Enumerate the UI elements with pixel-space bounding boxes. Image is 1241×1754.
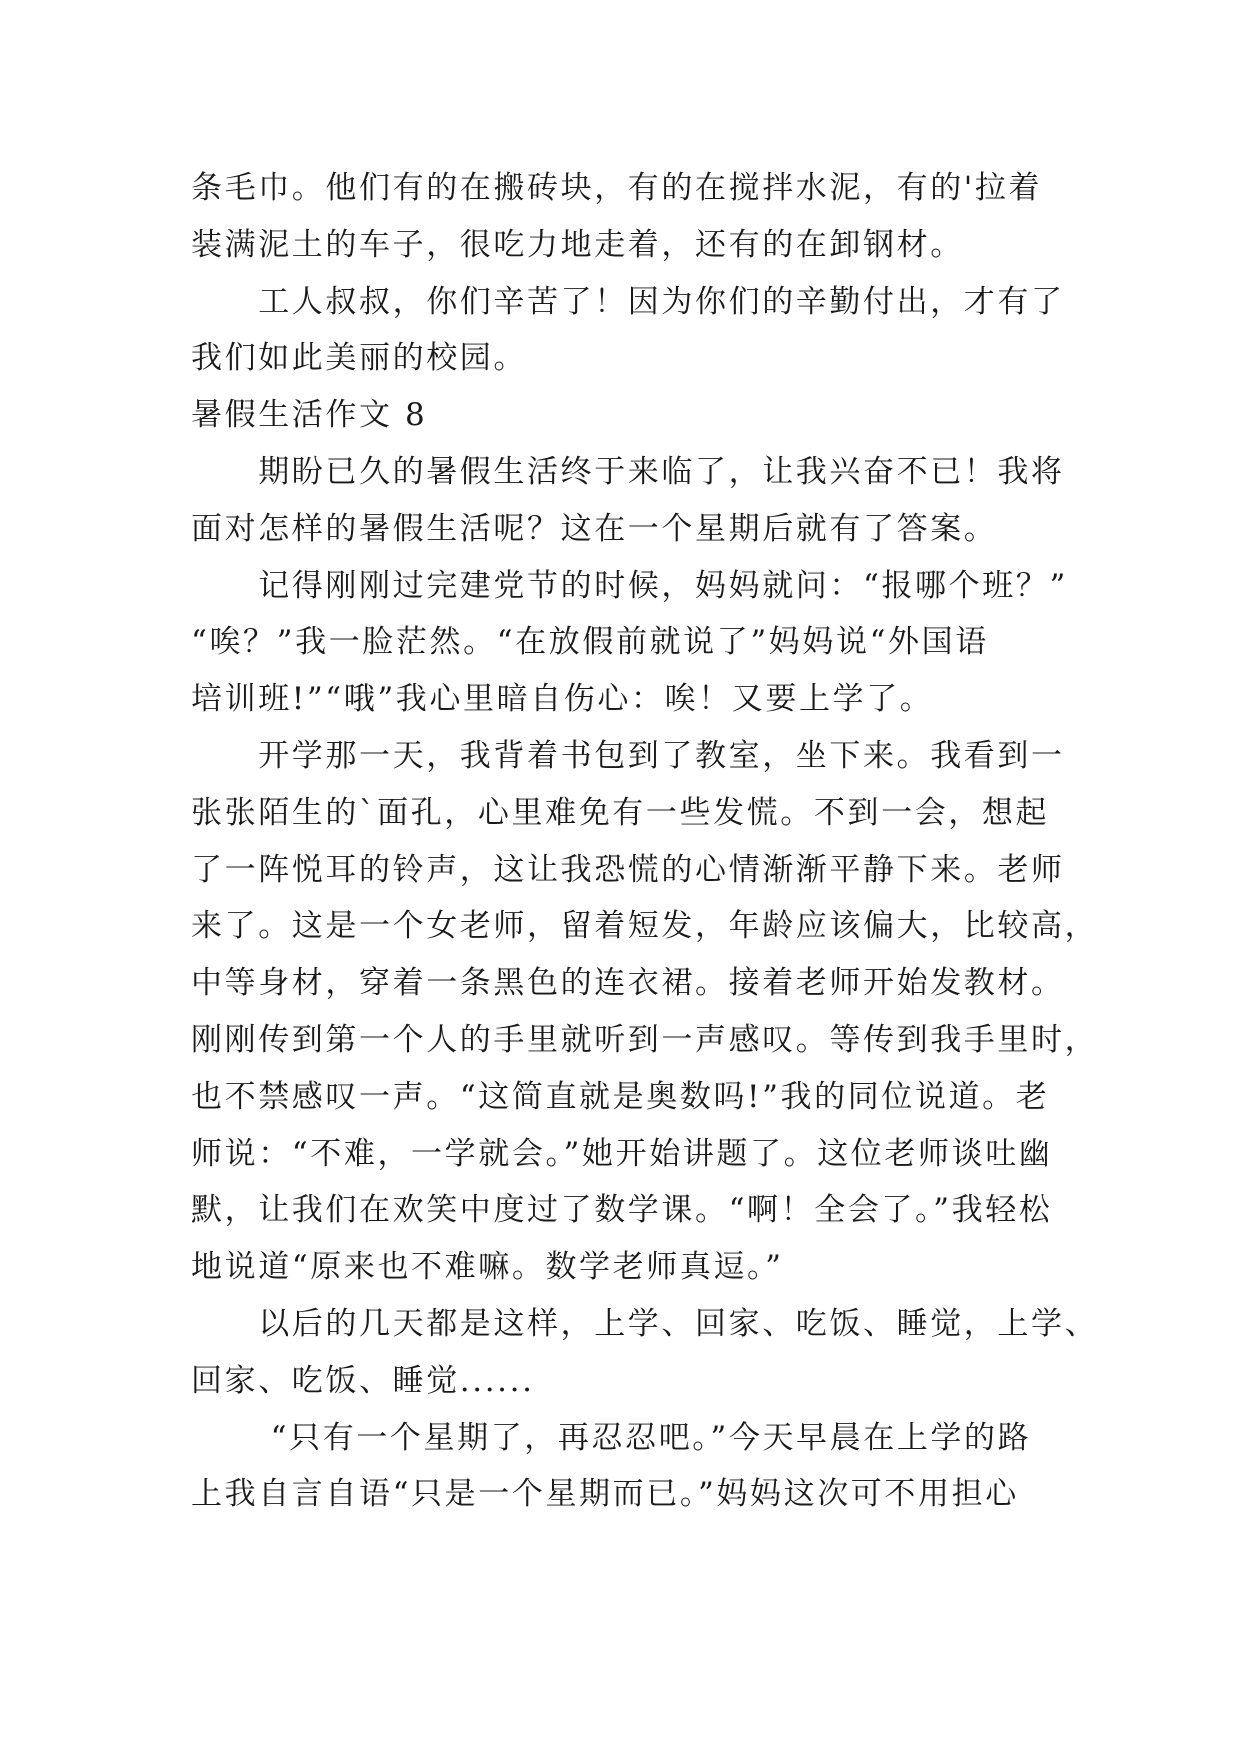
text-line: 工人叔叔，你们辛苦了！因为你们的辛勤付出，才有了 bbox=[191, 283, 1065, 320]
text-line: 期盼已久的暑假生活终于来临了，让我兴奋不已！我将 bbox=[191, 453, 1065, 490]
text-line: 了一阵悦耳的铃声，这让我恐慌的心情渐渐平静下来。老师 bbox=[191, 851, 1065, 888]
text-line: 记得刚刚过完建党节的时候，妈妈就问：“报哪个班？” bbox=[191, 567, 1068, 604]
text-line: 我们如此美丽的校园。 bbox=[191, 340, 527, 377]
text-line: 上我自言自语“只是一个星期而已。”妈妈这次可不用担心 bbox=[191, 1476, 1019, 1513]
text-line: 刚刚传到第一个人的手里就听到一声感叹。等传到我手里时， bbox=[191, 1021, 1099, 1058]
text-line: 装满泥土的车子，很吃力地走着，还有的在卸钢材。 bbox=[191, 226, 964, 263]
section-heading: 暑假生活作文 8 bbox=[191, 397, 428, 434]
text-line: 默，让我们在欢笑中度过了数学课。“啊！全会了。”我轻松 bbox=[191, 1192, 1053, 1229]
text-line: 开学那一天，我背着书包到了教室，坐下来。我看到一 bbox=[191, 737, 1065, 774]
text-line: 地说道“原来也不难嘛。数学老师真逗。” bbox=[191, 1249, 784, 1286]
text-line: 师说：“不难，一学就会。”她开始讲题了。这位老师谈吐幽 bbox=[191, 1135, 1053, 1172]
text-line: “只有一个星期了，再忍忍吧。”今天早晨在上学的路 bbox=[191, 1419, 1032, 1456]
text-line: 以后的几天都是这样，上学、回家、吃饭、睡觉，上学、 bbox=[191, 1305, 1099, 1342]
text-line: 来了。这是一个女老师，留着短发，年龄应该偏大，比较高， bbox=[191, 908, 1099, 945]
text-line: 中等身材，穿着一条黑色的连衣裙。接着老师开始发教材。 bbox=[191, 965, 1065, 1002]
text-line: “唉？”我一脸茫然。“在放假前就说了”妈妈说“外国语 bbox=[191, 624, 989, 661]
text-line: 也不禁感叹一声。“这简直就是奥数吗!”我的同位说道。老 bbox=[191, 1078, 1050, 1115]
text-line: 条毛巾。他们有的在搬砖块，有的在搅拌水泥，有的'拉着 bbox=[191, 170, 1043, 206]
essay-text bbox=[191, 160, 1099, 1523]
text-line: 回家、吃饭、睡觉...... bbox=[191, 1362, 535, 1399]
text-line: 张张陌生的`面孔，心里难免有一些发慌。不到一会，想起 bbox=[191, 794, 1050, 831]
text-line: 培训班!”“哦”我心里暗自伤心：唉！又要上学了。 bbox=[191, 681, 934, 718]
text-line: 面对怎样的暑假生活呢？这在一个星期后就有了答案。 bbox=[191, 510, 998, 547]
